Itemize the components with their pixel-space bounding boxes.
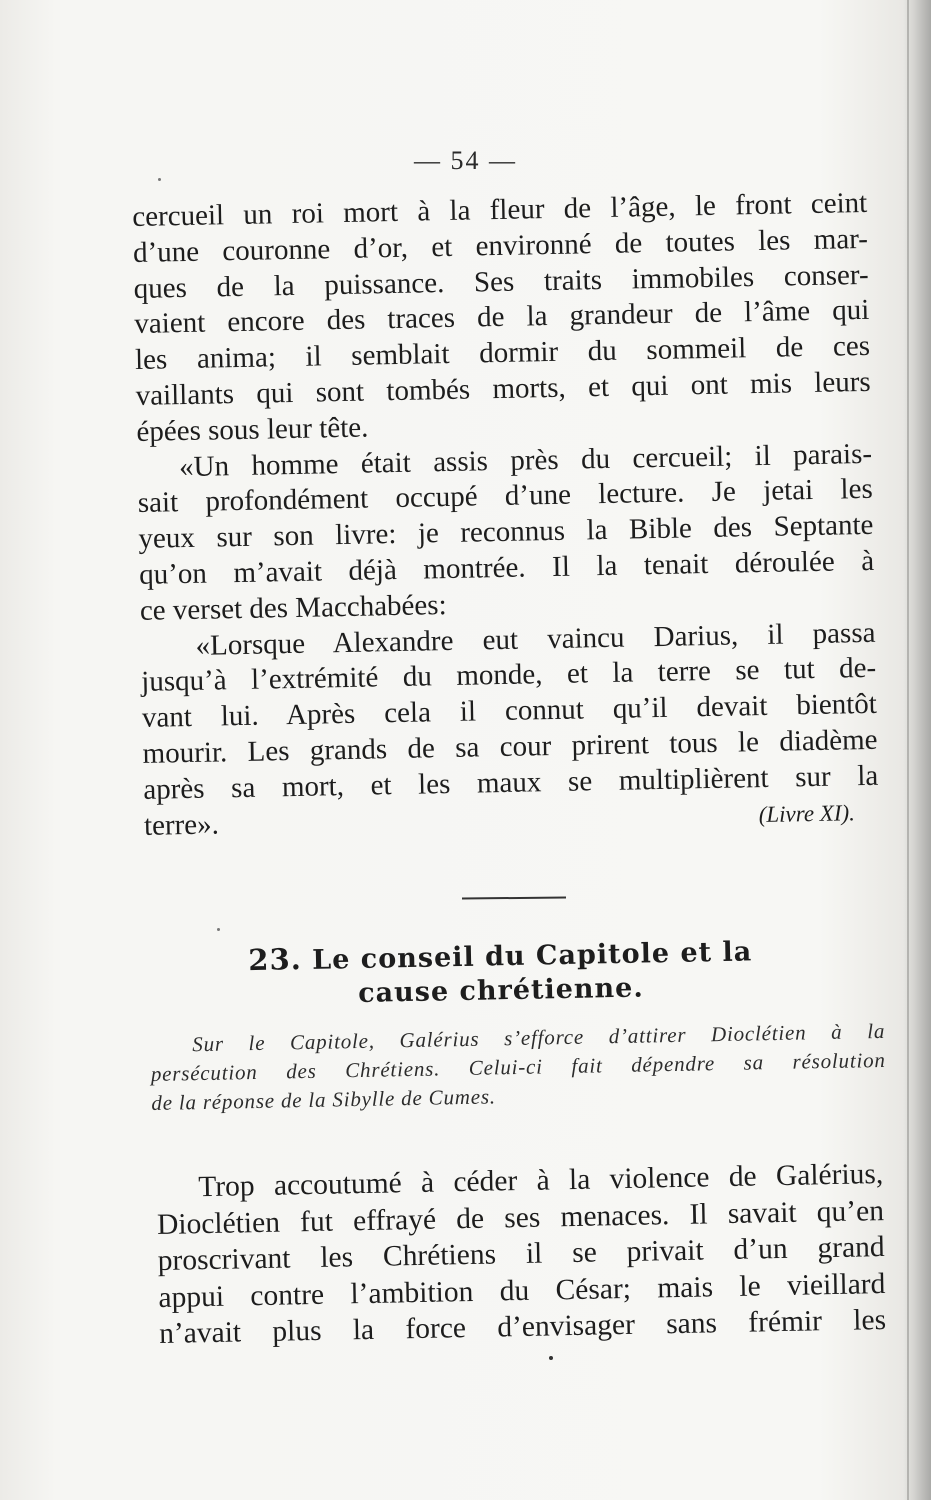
text-line: d’une couronne d’or, et environné de toutes les mar- <box>132 222 869 269</box>
section-summary <box>150 1017 887 1118</box>
text-line: vant lui. Après cela il connut qu’il devait bientôt <box>141 687 878 735</box>
text-line: qu’on m’avait déjà montrée. Il la tenait déroulée à <box>138 544 875 591</box>
text-line: vaient encore des traces de la grandeur de l’âme qui <box>134 294 870 341</box>
section-text-block <box>156 1156 886 1352</box>
citation: (Livre XI). <box>758 800 856 828</box>
text-line: proscrivant les Chrétiens il se privait d’un grand <box>157 1231 885 1277</box>
text-line: sait profondément occupé d’une lecture. Je jetai les <box>137 473 873 520</box>
text-line: épées sous leur tête. <box>136 411 369 448</box>
text-line: Trop accoutumé à céder à la violence de Galérius, <box>198 1158 884 1204</box>
text-line: terre». <box>143 807 220 842</box>
text-line: cercueil un roi mort à la fleur de l’âge, le front ceint <box>132 186 868 233</box>
summary-line: de la réponse de la Sibylle de Cumes. <box>151 1084 497 1115</box>
text-line: mourir. Les grands de sa cour prirent tous le diadème <box>142 723 878 770</box>
page-edge-line <box>907 0 909 1500</box>
paragraph-reader <box>137 436 875 629</box>
summary-line: Sur le Capitole, Galérius s’efforce d’attirer Dioclétien à la <box>192 1018 886 1057</box>
main-text-block <box>132 186 879 840</box>
section-title-part-2: cause chrétienne. <box>357 972 645 1009</box>
text-line: Dioclétien fut effrayé de ses menaces. Il savait qu’en <box>156 1194 885 1241</box>
paper-speck <box>217 928 220 931</box>
text-line: n’avait plus la force d’envisager sans frémir les <box>158 1304 887 1350</box>
section-title-part-1: Le conseil du Capitole et la <box>311 936 753 976</box>
text-line: ques de la puissance. Ses traits immobiles conser- <box>133 258 869 305</box>
section-heading <box>200 932 801 1014</box>
text-line: «Un homme était assis près du cercueil; il parais- <box>178 437 873 483</box>
text-line: appui contre l’ambition du César; mais le vieillard <box>158 1267 886 1314</box>
paper-speck <box>158 178 161 181</box>
summary-line: persécution des Chrétiens. Celui-ci fait dépendre sa résolution <box>150 1047 886 1086</box>
section-number: 23. <box>248 942 303 978</box>
paragraph-continuation <box>132 186 872 451</box>
text-line: jusqu’à l’extrémité du monde, et la terre se tut de- <box>140 652 877 699</box>
text-line: les anima; il semblait dormir du sommeil de ces <box>134 330 871 377</box>
text-line: vaillants qui sont tombés morts, et qui ont mis leurs <box>135 365 871 412</box>
text-line: après sa mort, et les maux se multiplièrent sur la <box>143 759 879 806</box>
text-line: ce verset des Macchabées: <box>139 588 447 627</box>
text-line: «Lorsque Alexandre eut vaincu Darius, il passa <box>195 616 876 662</box>
page-number: — 54 — <box>414 146 517 175</box>
paragraph-quotation <box>140 615 879 840</box>
section-divider <box>462 896 566 899</box>
text-line: yeux sur son livre: je reconnus la Bible des Septante <box>138 509 874 556</box>
print-mark <box>549 1356 553 1360</box>
